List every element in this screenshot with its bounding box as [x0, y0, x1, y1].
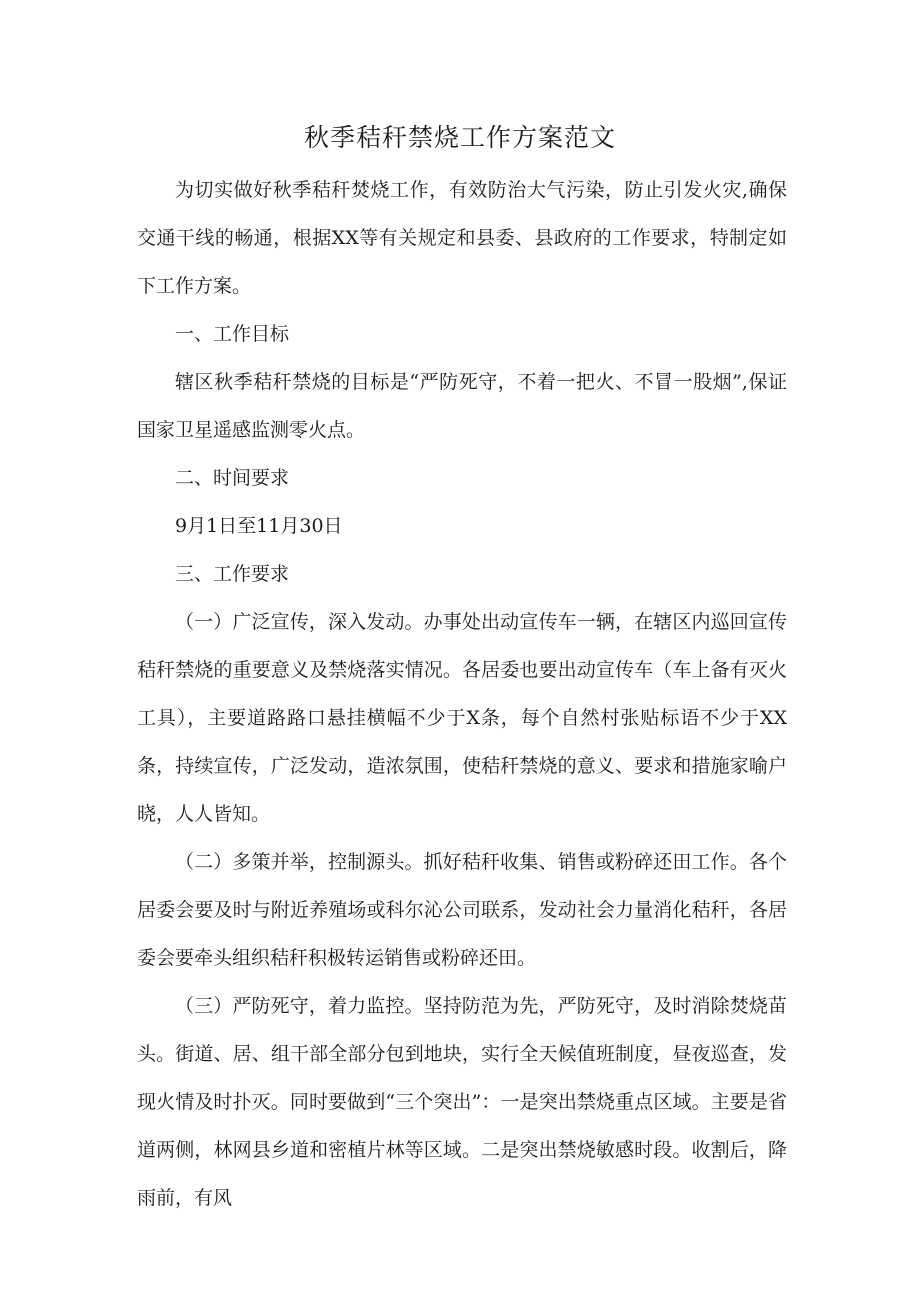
document-title: 秋季秸秆禁烧工作方案范文: [303, 123, 616, 152]
requirement-item-2: （二）多策并举，控制源头。抓好秸秆收集、销售或粉碎还田工作。各个居委会要及时与附近养殖场或科尔沁公司联系，发动社会力量消化秸秆，各居委会要牵头组织秸秆积极转运销售或粉碎还田。: [137, 851, 787, 969]
section-heading-goals: 一、工作目标: [175, 323, 290, 345]
requirement-item-1: （一）广泛宣传，深入发动。办事处出动宣传车一辆，在辖区内巡回宣传秸秆禁烧的重要意义及禁烧落实情况。各居委也要出动宣传车（车上备有灭火工具），主要道路路口悬挂横幅不少于X条，每个自然村张贴标语不少于XX条，持续宣传，广泛发动，造浓氛围，使秸秆禁烧的意义、要求和措施家喻户晓，人人皆知。: [137, 611, 787, 825]
section-heading-time: 二、时间要求: [175, 467, 290, 489]
time-paragraph: 9月1日至11月30日: [175, 515, 343, 537]
document-body: [137, 166, 787, 1222]
requirement-item-3: （三）严防死守，着力监控。坚持防范为先，严防死守，及时消除焚烧苗头。街道、居、组干部全部分包到地块，实行全天候值班制度，昼夜巡查，发现火情及时扑灭。同时要做到“三个突出”：一是突出禁烧重点区域。主要是省道两侧，林网县乡道和密植片林等区域。二是突出禁烧敏感时段。收割后，降雨前，有风: [137, 995, 787, 1209]
section-heading-requirements: 三、工作要求: [175, 563, 290, 585]
goals-paragraph: 辖区秋季秸秆禁烧的目标是“严防死守，不着一把火、不冒一股烟”,保证国家卫星遥感监测零火点。: [137, 371, 787, 441]
intro-paragraph: 为切实做好秋季秸秆焚烧工作，有效防治大气污染，防止引发火灾,确保交通干线的畅通，根据XX等有关规定和县委、县政府的工作要求，特制定如下工作方案。: [137, 179, 787, 297]
